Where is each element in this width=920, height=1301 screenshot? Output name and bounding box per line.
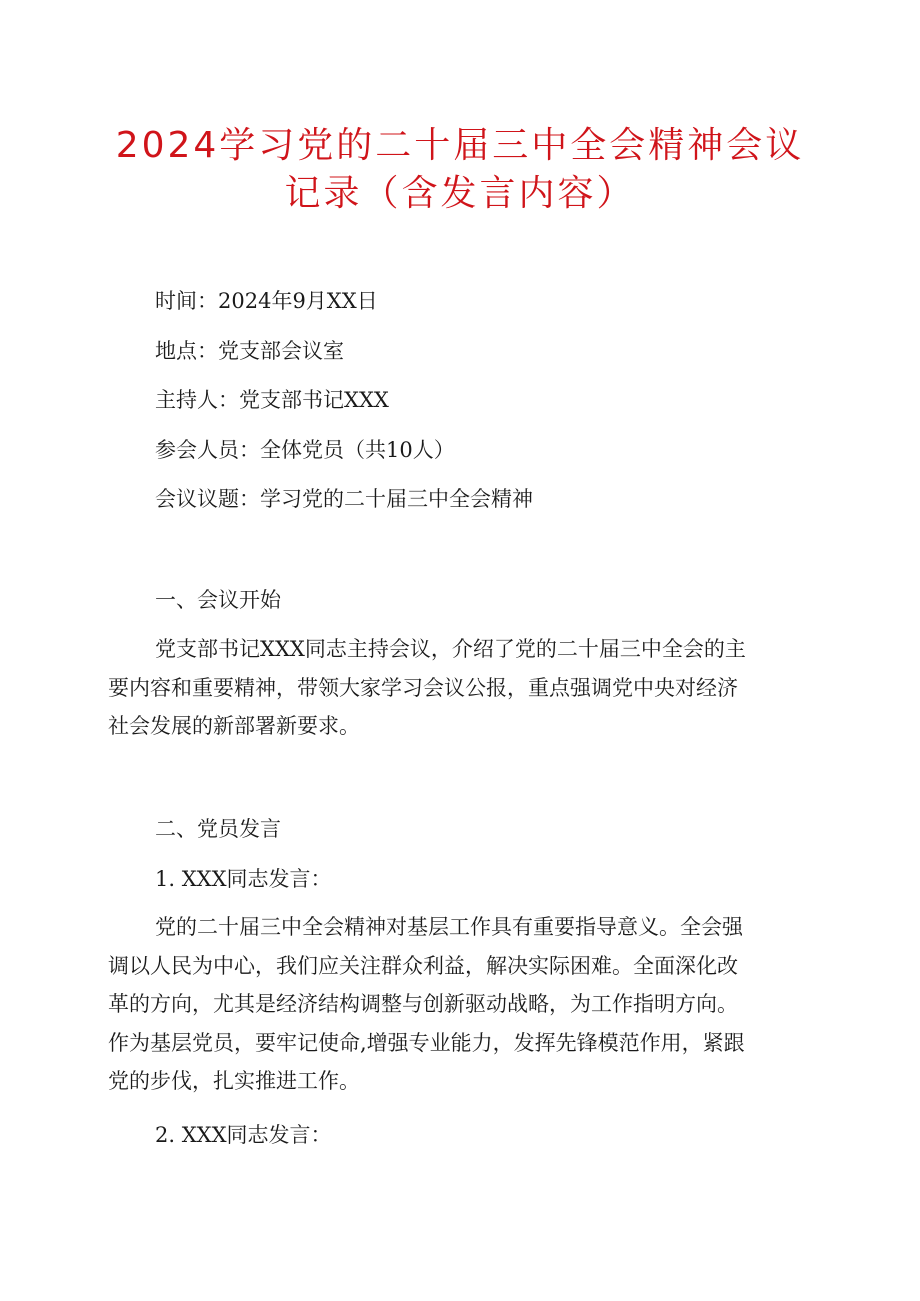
paragraph-line: 社会发展的新部署新要求。 <box>108 714 360 738</box>
section-1-paragraph <box>108 630 808 746</box>
speaker-1-label: 1. XXX同志发言： <box>155 867 332 891</box>
meeting-time: 时间：2024年9月XX日 <box>155 289 378 313</box>
speaker-2-label: 2. XXX同志发言： <box>155 1123 332 1147</box>
paragraph-line: 党的步伐，扎实推进工作。 <box>108 1069 360 1093</box>
meeting-attendees: 参会人员：全体党员（共10人） <box>155 438 455 462</box>
paragraph-line: 作为基层党员，要牢记使命,增强专业能力，发挥先锋模范作用，紧跟 <box>108 1030 745 1055</box>
section-2-heading: 二、党员发言 <box>155 817 281 841</box>
meeting-place: 地点：党支部会议室 <box>155 339 344 363</box>
paragraph-line: 要内容和重要精神，带领大家学习会议公报，重点强调党中央对经济 <box>108 675 738 700</box>
paragraph-line: 革的方向，尤其是经济结构调整与创新驱动战略，为工作指明方向。 <box>108 992 738 1016</box>
section-1-heading: 一、会议开始 <box>155 588 281 612</box>
document-title-line-2: 记录（含发言内容） <box>284 173 636 214</box>
meeting-topic: 会议议题：学习党的二十届三中全会精神 <box>155 487 533 511</box>
meeting-host: 主持人：党支部书记XXX <box>155 388 389 412</box>
document-title-line-1: 2024学习党的二十届三中全会精神会议 <box>115 125 805 166</box>
speaker-1-paragraph <box>108 908 808 1101</box>
paragraph-line: 党的二十届三中全会精神对基层工作具有重要指导意义。全会强 <box>155 915 743 939</box>
paragraph-line: 调以人民为中心，我们应关注群众利益，解决实际困难。全面深化改 <box>108 953 738 978</box>
paragraph-line: 党支部书记XXX同志主持会议，介绍了党的二十届三中全会的主 <box>155 637 746 661</box>
